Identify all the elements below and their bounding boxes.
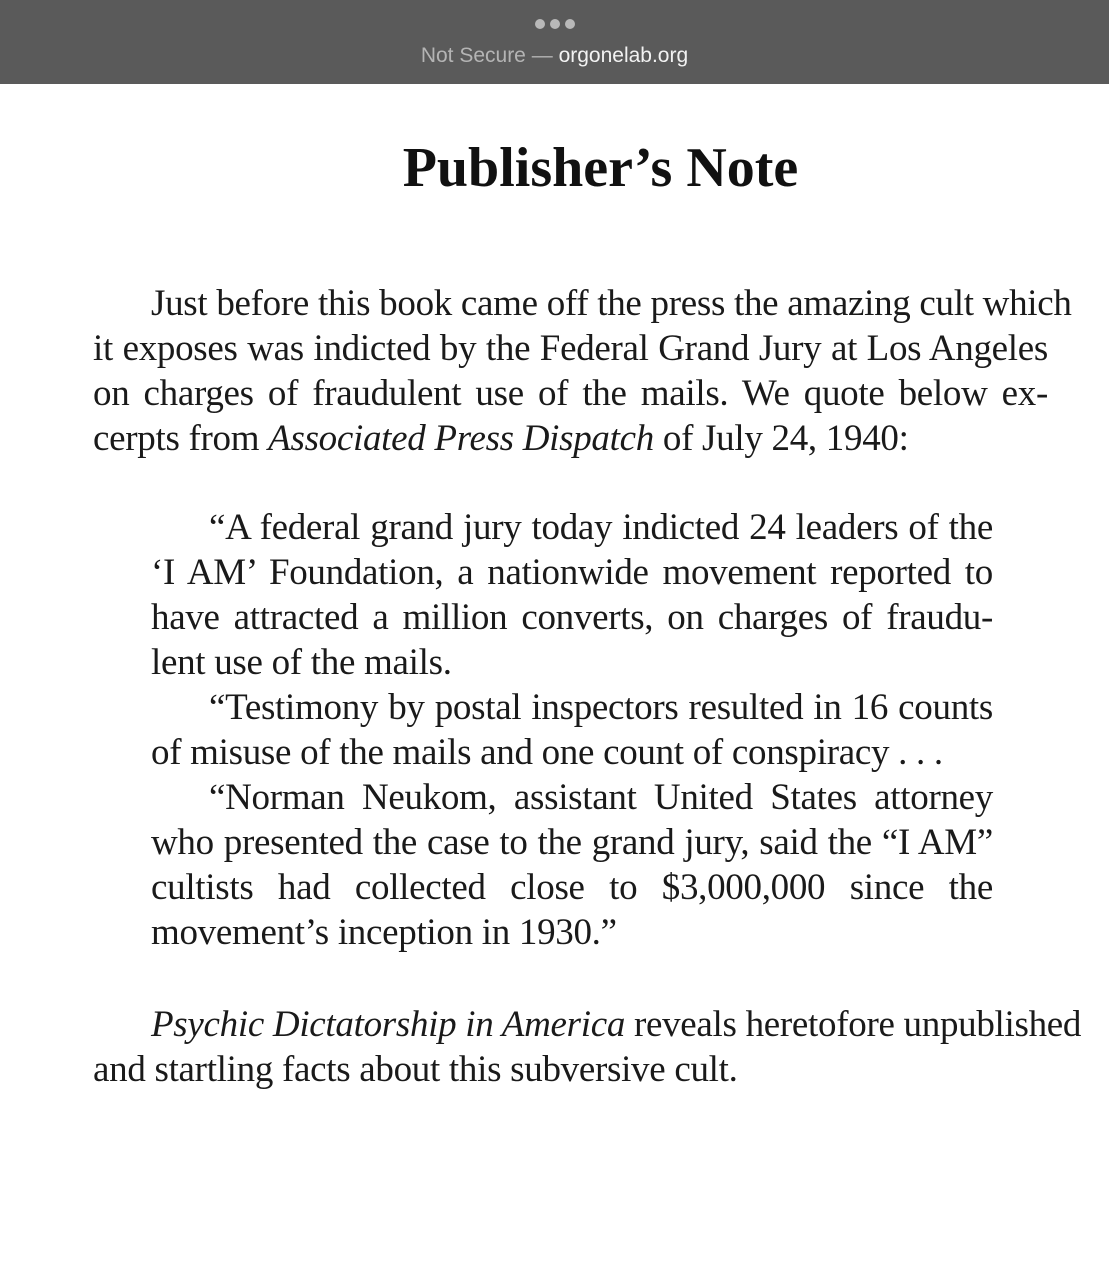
browser-top-bar	[0, 0, 1109, 84]
text-fragment: reveals heretofore unpublished	[625, 1004, 1082, 1045]
dot	[550, 19, 560, 29]
paragraph-closing	[93, 1002, 1082, 1092]
text-line: on charges of fraudulent use of the mails. We quote below ex-	[93, 373, 1048, 414]
dot	[535, 19, 545, 29]
text-line: it exposes was indicted by the Federal Grand Jury at Los Angeles	[93, 328, 1048, 369]
text-fragment: cerpts from	[93, 418, 269, 459]
paragraph-intro	[93, 281, 1072, 461]
separator: —	[531, 44, 553, 67]
text-line: lent use of the mails.	[151, 642, 452, 683]
text-line: “Testimony by postal inspectors resulted in 16 counts	[209, 687, 993, 728]
text-line: “Norman Neukom, assistant United States attorney	[209, 777, 993, 818]
text-line: Just before this book came off the press the amazing cult which	[151, 283, 1072, 324]
more-options-icon[interactable]	[0, 19, 1109, 29]
text-line: who presented the case to the grand jury, said the “I AM”	[151, 822, 993, 863]
publication-title: Associated Press Dispatch	[268, 418, 654, 459]
text-line: of misuse of the mails and one count of conspiracy . . .	[151, 732, 943, 773]
domain-text: orgonelab.org	[558, 44, 689, 67]
address-bar[interactable]	[0, 42, 1109, 70]
text-fragment: of July 24, 1940:	[653, 418, 909, 459]
text-line	[93, 1002, 1082, 1047]
security-status: Not Secure	[420, 44, 526, 67]
book-title: Psychic Dictatorship in America	[151, 1004, 626, 1045]
text-line: and startling facts about this subversive cult.	[93, 1049, 738, 1090]
dot	[565, 19, 575, 29]
text-line: cultists had collected close to $3,000,000 since the	[151, 867, 993, 908]
block-quote	[151, 505, 993, 955]
text-line: “A federal grand jury today indicted 24 leaders of the	[209, 507, 993, 548]
text-line: have attracted a million converts, on charges of fraudu-	[151, 597, 993, 638]
text-line	[93, 416, 1048, 461]
page-content	[0, 84, 1109, 1288]
text-line: ‘I AM’ Foundation, a nationwide movement reported to	[151, 552, 993, 593]
text-line: movement’s inception in 1930.”	[151, 912, 617, 953]
page-title: Publisher’s Note	[402, 137, 799, 199]
